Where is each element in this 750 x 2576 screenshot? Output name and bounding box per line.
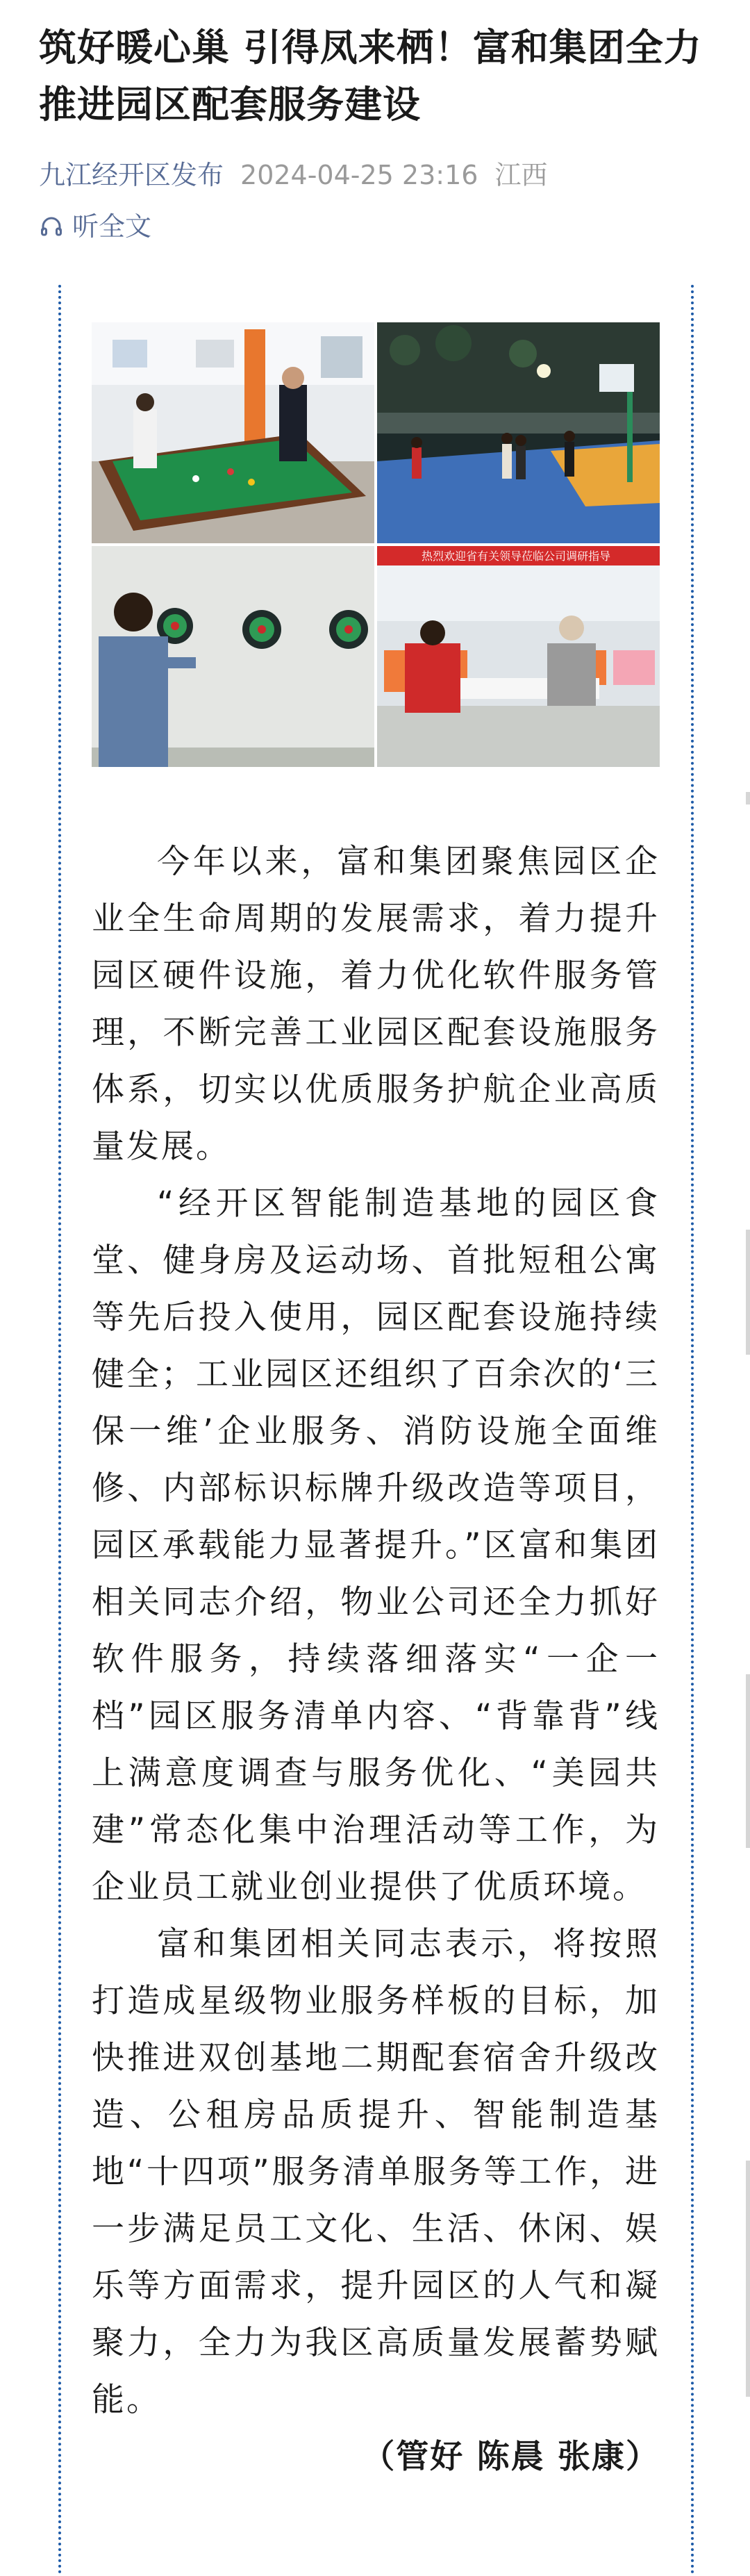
article-title: 筑好暖心巢 引得凤来栖！富和集团全力推进园区配套服务建设 <box>39 26 702 126</box>
photo-banner-text: 热烈欢迎省有关领导莅临公司调研指导 <box>421 550 611 563</box>
photo-collage <box>92 322 660 767</box>
article-body-frame <box>58 285 694 2576</box>
scroll-indicator <box>746 792 750 804</box>
article-paragraph: 富和集团相关同志表示，将按照打造成星级物业服务样板的目标，加快推进双创基地二期配套宿舍升级改造、公租房品质提升、智能制造基地“十四项”服务清单服务等工作，进一步满足员工文化、生活、休闲、娱乐等方面需求，提升园区的人气和凝聚力，全力为我区高质量发展蓄势赋能。 <box>92 1925 660 2419</box>
photo-darts <box>92 546 374 767</box>
listen-label: 听全文 <box>72 211 152 242</box>
article-signature: （管好 陈晨 张康） <box>362 2438 660 2476</box>
scroll-indicator <box>746 1230 750 1355</box>
article-datetime: 2024-04-25 23:16 <box>240 160 478 190</box>
photo-canteen <box>377 546 660 767</box>
article-paragraph: 今年以来，富和集团聚焦园区企业全生命周期的发展需求，着力提升园区硬件设施，着力优化软件服务管理，不断完善工业园区配套设施服务体系，切实以优质服务护航企业高质量发展。 <box>92 843 660 1166</box>
article-header <box>39 19 712 243</box>
article-source-link[interactable]: 九江经开区发布 <box>39 160 224 190</box>
headphones-icon <box>39 214 64 239</box>
photo-basketball-court <box>377 322 660 543</box>
article-paragraph: “经开区智能制造基地的园区食堂、健身房及运动场、首批短租公寓等先后投入使用，园区配套设施持续健全；工业园区还组织了百余次的‘三保一维’企业服务、消防设施全面维修、内部标识标牌升级改造等项目，园区承载能力显著提升。”区富和集团相关同志介绍，物业公司还全力抓好软件服务，持续落细落实“一企一档”园区服务清单内容、“背靠背”线上满意度调查与服务优化、“美园共建”常态化集中治理活动等工作，为企业员工就业创业提供了优质环境。 <box>92 1184 660 1906</box>
scroll-indicator <box>746 2161 750 2397</box>
article-body <box>92 834 660 2486</box>
listen-button[interactable] <box>39 210 712 243</box>
scroll-indicator <box>746 1674 750 1848</box>
article-meta <box>39 158 712 192</box>
photo-billiards <box>92 322 374 543</box>
article-region: 江西 <box>494 160 548 190</box>
